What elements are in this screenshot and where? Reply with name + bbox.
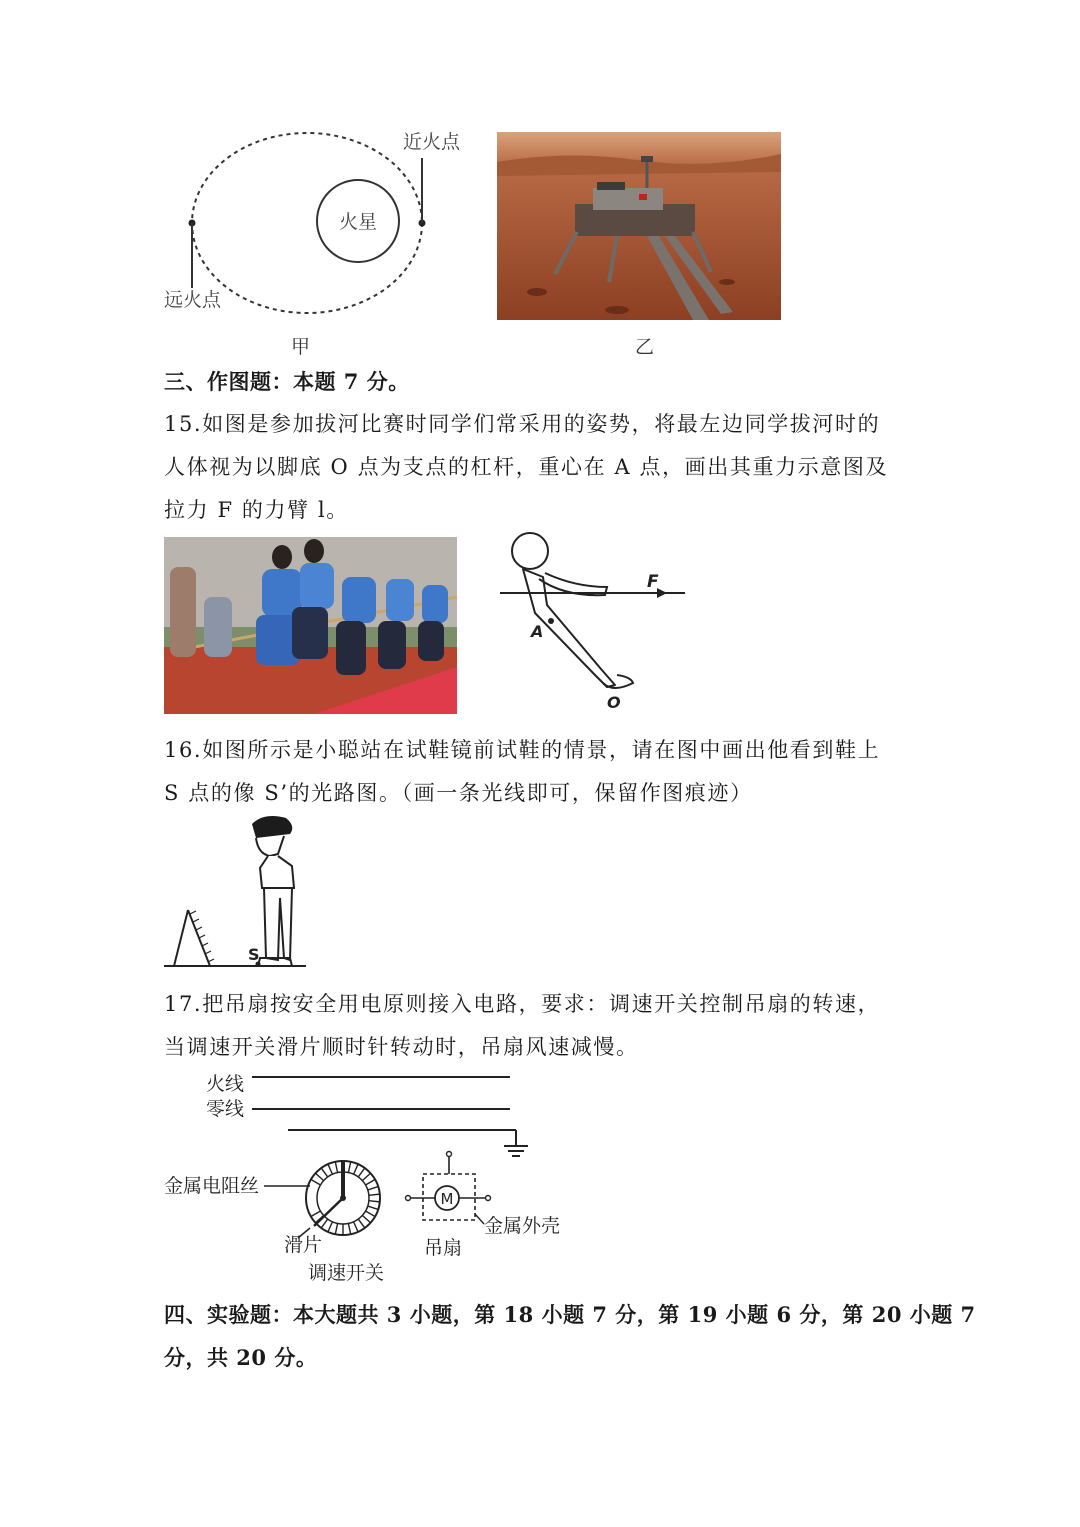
q16-line1: 16.如图所示是小聪站在试鞋镜前试鞋的情景，请在图中画出他看到鞋上: [164, 738, 881, 762]
terminal-top: [447, 1152, 452, 1157]
point-label-S: S: [248, 945, 260, 964]
section4-heading-line1: 四、实验题：本大题共 3 小题，第 18 小题 7 分，第 19 小题 6 分，第 20 小题 7: [164, 1302, 976, 1327]
neutral-wire-label: 零线: [206, 1098, 245, 1120]
mars-rover-photo: [497, 132, 781, 320]
rock: [605, 306, 629, 314]
pivot-label-O: O: [607, 693, 621, 712]
coil-tick: [354, 1164, 358, 1174]
orbit-ellipse: [192, 133, 422, 313]
legs-outline: [264, 888, 292, 960]
torso-outline: [260, 856, 294, 888]
coil-tick: [366, 1211, 376, 1217]
head-circle: [512, 533, 548, 569]
q15-line2: 人体视为以脚底 O 点为支点的杠杆，重心在 A 点，画出其重力示意图及: [164, 455, 889, 479]
coil-tick: [368, 1206, 378, 1209]
coil-tick: [335, 1162, 337, 1173]
coil-tick: [311, 1180, 321, 1186]
coil-tick: [321, 1168, 327, 1177]
q15-line1: 15.如图是参加拔河比赛时同学们常采用的姿势，将最左边同学拔河时的: [164, 412, 881, 436]
coil-tick: [366, 1180, 376, 1186]
perigee-label: 近火点: [403, 131, 461, 153]
rover-panel: [597, 182, 625, 190]
coil-tick: [328, 1222, 332, 1232]
caption-yi: 乙: [635, 336, 655, 358]
mirror-stand: [174, 910, 188, 966]
coil-tick: [328, 1164, 332, 1174]
terminal-right: [486, 1196, 491, 1201]
live-wire-label: 火线: [206, 1073, 245, 1095]
shoe-mirror-diagram: [160, 808, 320, 972]
terminal-left: [406, 1196, 411, 1201]
coil-tick: [348, 1162, 350, 1173]
coil-tick: [358, 1168, 364, 1177]
q17-line1: 17.把吊扇按安全用电原则接入电路，要求：调速开关控制吊扇的转速，: [164, 992, 881, 1016]
ceiling-fan-circuit: [160, 1068, 580, 1288]
fan-label: 吊扇: [424, 1237, 463, 1259]
switch-label: 调速开关: [308, 1262, 385, 1284]
rock: [719, 279, 735, 285]
coil-tick: [358, 1219, 364, 1228]
rock: [527, 288, 547, 296]
force-label-F: F: [647, 572, 659, 592]
motor-label: M: [440, 1190, 454, 1208]
q17-line2: 当调速开关滑片顺时针转动时，吊扇风速减慢。: [164, 1035, 639, 1059]
q15-line3: 拉力 F 的力臂 l。: [164, 498, 349, 522]
coil-tick: [321, 1219, 327, 1228]
mars-label: 火星: [338, 211, 378, 233]
center-of-gravity-point: [548, 618, 554, 624]
rover-flag: [639, 194, 647, 200]
shell-label: 金属外壳: [484, 1215, 561, 1237]
coil-tick: [335, 1223, 337, 1234]
mirror-hatching: [190, 911, 214, 962]
section3-heading: 三、作图题：本题 7 分。: [164, 369, 410, 394]
coil-tick: [369, 1201, 380, 1202]
shell-label-pointer: [475, 1214, 484, 1224]
mars-orbit-figure: [150, 120, 480, 360]
rover-camera: [641, 156, 653, 162]
hair-outline: [252, 816, 292, 838]
q16-line2: S 点的像 S’的光路图。（画一条光线即可，保留作图痕迹）: [164, 781, 753, 805]
coil-tick: [316, 1173, 324, 1180]
point-label-A: A: [531, 622, 544, 641]
rover-body: [593, 188, 663, 210]
coil-tick: [362, 1215, 370, 1222]
tug-of-war-photo: [164, 537, 457, 714]
coil-tick: [362, 1173, 370, 1180]
slider-label: 滑片: [284, 1234, 323, 1256]
coil-tick: [368, 1187, 378, 1190]
arm-outline: [539, 573, 607, 595]
section4-heading-line2: 分，共 20 分。: [164, 1345, 318, 1370]
apogee-label: 远火点: [164, 289, 222, 311]
resistor-label: 金属电阻丝: [164, 1175, 260, 1197]
coil-tick: [354, 1222, 358, 1232]
face-outline: [256, 836, 284, 856]
caption-jia: 甲: [291, 336, 311, 358]
switch-pivot: [340, 1195, 346, 1201]
lever-diagram: [495, 527, 695, 712]
coil-tick: [348, 1223, 350, 1234]
coil-tick: [311, 1211, 321, 1217]
coil-tick: [369, 1194, 380, 1195]
